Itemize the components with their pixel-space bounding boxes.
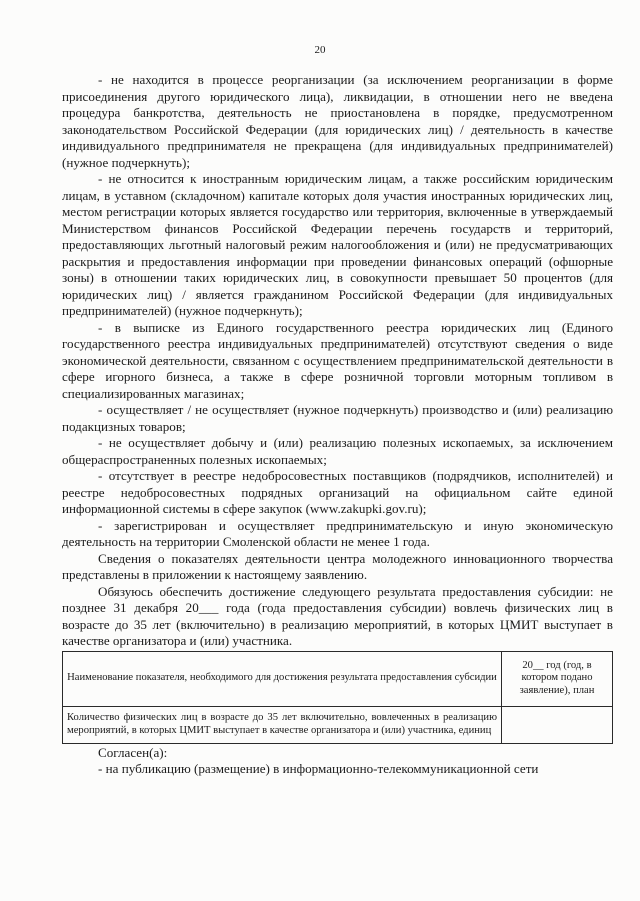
page-number: 20 — [314, 44, 326, 56]
indicator-table — [62, 651, 613, 744]
paragraph-unfair-suppliers: - отсутствует в реестре недобросовестных поставщиков (подрядчиков, исполнителей) и реестре недобросовестных подрядных организаций на официальном сайте единой информационной системы в сфере закупок (www.zakupki.gov.ru); — [62, 468, 613, 516]
paragraph-commitment: Обязуюсь обеспечить достижение следующего результата предоставления субсидии: не позднее 31 декабря 20___ года (года предоставления субсидии) вовлечь физических лиц в возрасте до 35 лет (включительно) в реализацию мероприятий, в которых ЦМИТ выступает в качестве организатора и (или) участника. — [62, 583, 613, 648]
paragraph-consent: Согласен(а): — [98, 744, 168, 760]
paragraph-registration: - зарегистрирован и осуществляет предпринимательскую и иную экономическую деятельность на территории Смоленской области не менее 1 года. — [62, 517, 613, 549]
paragraph-minerals: - не осуществляет добычу и (или) реализацию полезных ископаемых, за исключением общераспространенных полезных ископаемых; — [62, 435, 613, 467]
table-cell-plan-value — [502, 706, 613, 743]
paragraph-excise-goods: - осуществляет / не осуществляет (нужное подчеркнуть) производство и (или) реализацию подакцизных товаров; — [62, 402, 613, 434]
paragraph-indicators-info: Сведения о показателях деятельности центра молодежного инновационного творчества представлены в приложении к настоящему заявлению. — [62, 550, 613, 582]
table-header-indicator: Наименование показателя, необходимого для достижения результата предоставления субсидии — [63, 651, 502, 706]
paragraph-publication: - на публикацию (размещение) в информационно-телекоммуникационной сети — [98, 761, 539, 776]
paragraph-registry-extract: - в выписке из Единого государственного реестра юридических лиц (Единого государственного реестра индивидуальных предпринимателей) отсутствуют сведения о виде экономической деятельности, связанном с осуществлением предпринимательской деятельности в сфере игорного бизнеса, а также в сфере розничной торговли моторным топливом в специализированных магазинах; — [62, 319, 613, 401]
table-row — [63, 706, 613, 743]
table-header-plan: 20__ год (год, в котором подано заявление), план — [502, 651, 613, 706]
document-body — [62, 72, 613, 778]
paragraph-reorganization: - не находится в процессе реорганизации (за исключением реорганизации в форме присоединения другого юридического лица), ликвидации, в отношении него не введена процедура банкротства, деятельность не приостановлена в порядке, предусмотренном законодательством Российской Федерации (для юридических лиц) / деятельность в качестве индивидуального предпринимателя не прекращена (для индивидуальных предпринимателей) (нужное подчеркнуть); — [62, 72, 613, 170]
paragraph-foreign-entities: - не относится к иностранным юридическим лицам, а также российским юридическим лицам, в уставном (складочном) капитале которых доля участия иностранных юридических лиц, местом регистрации которых является государство или территория, включенные в утверждаемый Министерством финансов Российской Федерации перечень государств и территорий, предоставляющих льготный налоговый режим налогообложения и (или) не предусматривающих раскрытия и предоставления информации при проведении финансовых операций (офшорные зоны) в отношении таких юридических лиц, в совокупности превышает 50 процентов (для юридических лиц) / является гражданином Российской Федерации (для индивидуальных предпринимателей) (нужное подчеркнуть); — [62, 171, 613, 318]
table-header-row — [63, 651, 613, 706]
after-table-section — [62, 745, 613, 778]
table-cell-indicator: Количество физических лиц в возрасте до 35 лет включительно, вовлеченных в реализацию мероприятий, в которых ЦМИТ выступает в качестве организатора и (или) участника, единиц — [63, 706, 502, 743]
